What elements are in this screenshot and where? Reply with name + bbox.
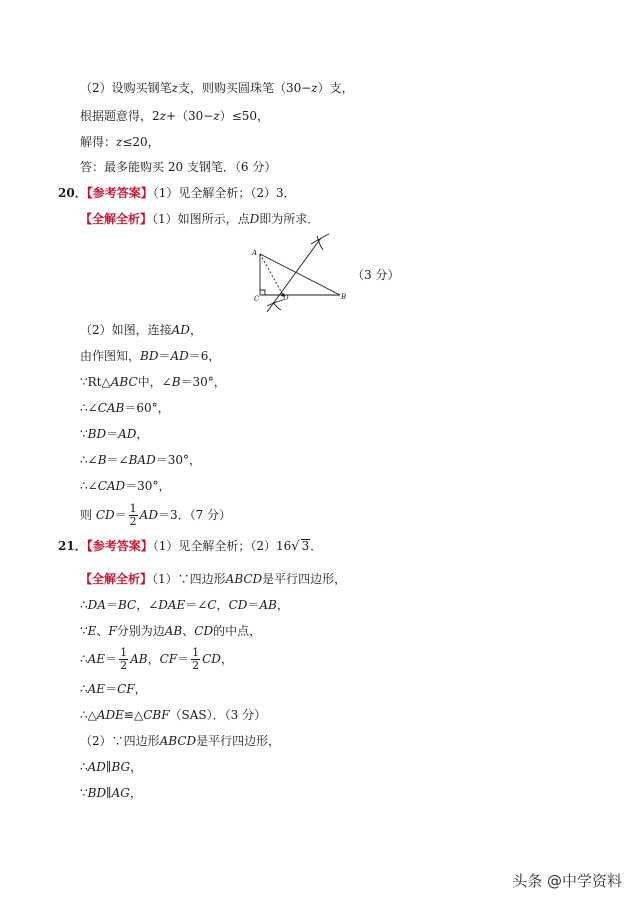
q21-step-6: ∴△ADE≌△CBF（SAS）．（3 分）	[80, 708, 267, 722]
line-buy-pens: （2）设购买钢笔z支，则购买圆珠笔（30−z）支，	[80, 81, 354, 95]
q21-step-7: （2）∵四边形ABCD是平行四边形，	[80, 734, 281, 748]
q20-step-6: ∴∠B＝∠BAD＝30°，	[80, 453, 201, 467]
q21-step-4: ∴AE＝ $\frac{1}{2}$ AB，CF＝ $\frac{1}{2}$ CD，	[80, 646, 233, 672]
q20-step-5: ∵BD＝AD，	[80, 427, 149, 441]
right-angle-mark	[260, 290, 265, 295]
line-solve: 解得：z≤20，	[80, 135, 160, 149]
sqrt-icon: √	[291, 539, 300, 554]
q20-step-7: ∴∠CAD＝30°，	[80, 479, 171, 493]
q21-step-9: ∵BD∥AG，	[80, 786, 142, 800]
line-inequality: 根据题意得，2z+（30−z）≤50，	[80, 109, 270, 123]
watermark: 头条 @中学资料	[512, 872, 622, 890]
label-d: D	[283, 294, 289, 302]
q21-step-1: 【全解全析】（1）∵四边形ABCD是平行四边形，	[80, 572, 347, 586]
q20-full-analysis: 【全解全析】（1）如图所示，点D即为所求．	[80, 212, 320, 226]
label-b: B	[341, 293, 347, 301]
q21-reference-answer: 21．【参考答案】（1）见全解全析；（2）16√ 3．	[58, 539, 323, 554]
fraction-one-half: $\frac{1}{2}$	[129, 502, 137, 528]
q20-step-4: ∴∠CAB＝60°，	[80, 401, 170, 415]
q20-reference-answer: 20．【参考答案】（1）见全解全析；（2）3．	[58, 186, 296, 200]
q21-step-5: ∴AE＝CF，	[80, 682, 147, 696]
q21-step-2: ∴DA＝BC，∠DAE＝∠C，CD＝AB，	[80, 598, 289, 612]
arc-top-1	[311, 234, 329, 244]
q20-step-1: （2）如图，连接AD，	[80, 323, 202, 337]
q21-step-8: ∴AD∥BG，	[80, 760, 143, 774]
figure-score: （3 分）	[352, 268, 400, 282]
construction-figure	[245, 232, 365, 312]
perpendicular-bisector	[267, 238, 321, 312]
label-c: C	[254, 295, 260, 303]
line-answer: 答：最多能购买 20 支钢笔．（6 分）	[80, 160, 277, 174]
fraction-one-half: $\frac{1}{2}$	[120, 646, 128, 672]
q20-step-8: 则 CD＝ $\frac{1}{2}$ AD＝3．（7 分）	[80, 502, 232, 528]
fraction-one-half-2: $\frac{1}{2}$	[192, 646, 200, 672]
q21-step-3: ∵E、F分别为边AB、CD的中点，	[80, 624, 262, 638]
label-a: A	[252, 249, 258, 257]
q20-step-3: ∵Rt△ABC中，∠B＝30°，	[80, 375, 226, 389]
q20-step-2: 由作图知，BD＝AD＝6，	[80, 349, 221, 363]
segment-ab	[260, 254, 340, 295]
